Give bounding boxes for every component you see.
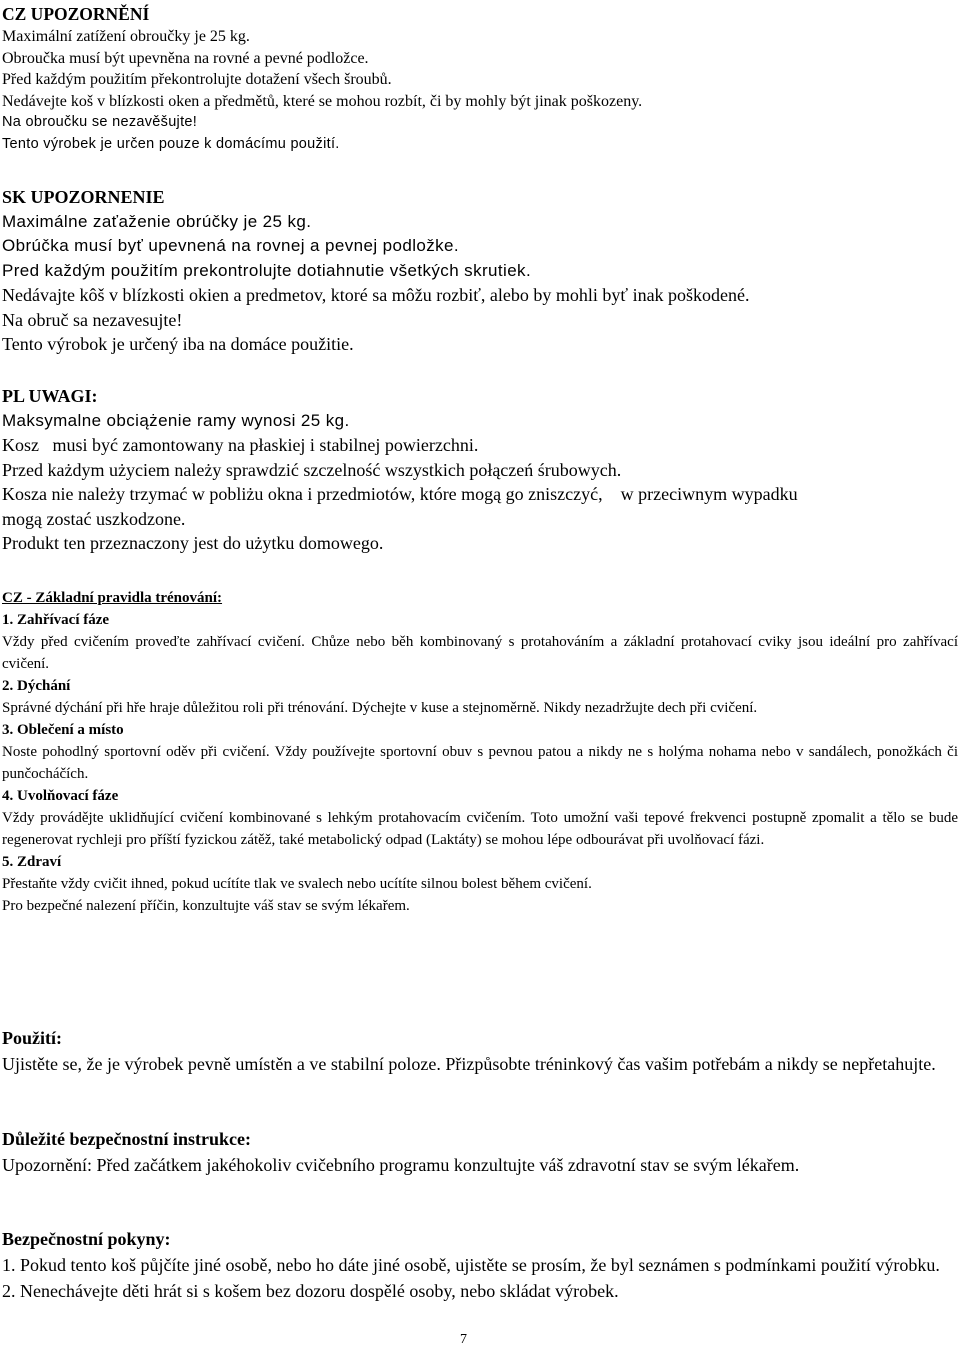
- cz-warning-line: Tento výrobek je určen pouze k domácímu použití.: [2, 135, 340, 152]
- training-subheading: 3. Oblečení a místo: [2, 722, 124, 738]
- cz-warning-line: Obroučka musí být upevněna na rovné a pevné podložce.: [2, 49, 369, 67]
- usage-title: Použití:: [2, 1028, 62, 1048]
- important-instructions-paragraph: Upozornění: Před začátkem jakéhokoliv cvičebního programu konzultujte váš zdravotní stav se svým lékařem.: [2, 1155, 800, 1175]
- sk-warning-title: SK UPOZORNENIE: [2, 187, 165, 207]
- cz-warning-line: Nedávejte koš v blízkosti oken a předmětů, které se mohou rozbít, či by mohly být jinak poškozeny.: [2, 92, 643, 110]
- training-paragraph: Správné dýchání při hře hraje důležitou roli při trénování. Dýchejte v kuse a stejnoměrně. Nikdy nezadržujte dech při cvičení.: [2, 700, 758, 716]
- sk-warning-line: Tento výrobok je určený iba na domáce použitie.: [2, 334, 354, 354]
- training-rules-title: CZ - Základní pravidla trénování:: [2, 590, 223, 606]
- pl-warning-line: Kosz musi być zamontowany na płaskiej i stabilnej powierzchni.: [2, 435, 479, 455]
- pl-warning-title: PL UWAGI:: [2, 386, 98, 406]
- training-subheading: 1. Zahřívací fáze: [2, 612, 110, 628]
- sk-warning-line: Obrúčka musí byť upevnená na rovnej a pevnej podložke.: [2, 236, 460, 255]
- important-instructions-title: Důležité bezpečnostní instrukce:: [2, 1129, 251, 1149]
- sk-warning-section: [2, 185, 958, 357]
- important-instructions-section: [2, 1126, 958, 1178]
- sk-warning-line: Na obruč sa nezavesujte!: [2, 309, 183, 330]
- sk-warning-line: Pred každým použitím prekontrolujte dotiahnutie všetkých skrutiek.: [2, 260, 532, 280]
- page-number: 7: [460, 1332, 467, 1347]
- safety-item: 1. Pokud tento koš půjčíte jiné osobě, nebo ho dáte jiné osobě, ujistěte se prosím, že byl seznámen s podmínkami použití výrobku.: [2, 1255, 940, 1275]
- training-paragraph: Vždy provádějte uklidňující cvičení kombinované s lehkým protahovacím cvičením. Toto umožní vaši tepové frekvenci postupně zpomalit a tělo se bude regenerovat rychleji pro příští fyzickou zátěž, také metabolický odpad (Laktáty) se mohou lépe odbourávat při uvolňovací fázi.: [2, 810, 958, 848]
- cz-warning-title: CZ UPOZORNĚNÍ: [2, 4, 150, 24]
- training-paragraph: Noste pohodlný sportovní oděv při cvičení. Vždy používejte sportovní obuv s pevnou patou a nikdy ne s holýma nohama nebo v sandálech, ponožkách či punčocháčích.: [2, 744, 958, 782]
- cz-warning-section: [2, 2, 958, 155]
- pl-warning-line: Maksymalne obciążenie ramy wynosi 25 kg.: [2, 410, 350, 430]
- sk-warning-line: Nedávajte kôš v blízkosti okien a predmetov, ktoré sa môžu rozbiť, alebo by mohli byť inak poškodené.: [2, 285, 750, 305]
- pl-warning-section: [2, 384, 958, 556]
- cz-warning-line: Před každým použitím překontrolujte dotažení všech šroubů.: [2, 71, 392, 88]
- pl-warning-line: Produkt ten przeznaczony jest do użytku domowego.: [2, 533, 384, 553]
- usage-section: [2, 1025, 958, 1077]
- safety-instructions-section: [2, 1226, 958, 1304]
- safety-item: 2. Nenechávejte děti hrát si s košem bez dozoru dospělé osoby, nebo skládat výrobek.: [2, 1281, 619, 1301]
- pl-warning-line: mogą zostać uszkodzone.: [2, 508, 186, 529]
- cz-warning-line: Na obroučku se nezavěšujte!: [2, 114, 198, 130]
- cz-warning-line: Maximální zatížení obroučky je 25 kg.: [2, 28, 250, 45]
- training-line: Přestaňte vždy cvičit ihned, pokud ucítíte tlak ve svalech nebo ucítíte silnou bolest během cvičení.: [2, 876, 592, 892]
- training-subheading: 4. Uvolňovací fáze: [2, 788, 119, 804]
- safety-instructions-title: Bezpečnostní pokyny:: [2, 1229, 171, 1249]
- training-line: Pro bezpečné nalezení příčin, konzultujte váš stav se svým lékařem.: [2, 898, 410, 914]
- training-rules-section: [2, 587, 958, 917]
- pl-warning-line: Kosza nie należy trzymać w pobliżu okna i przedmiotów, które mogą go zniszczyć, w przeciwnym wypadku: [2, 484, 798, 504]
- training-paragraph: Vždy před cvičením proveďte zahřívací cvičení. Chůze nebo běh kombinovaný s protahováním a základní protahovací cviky jsou ideální pro zahřívací cvičení.: [2, 634, 958, 672]
- pl-warning-line: Przed każdym użyciem należy sprawdzić szczelność wszystkich połączeń śrubowych.: [2, 459, 622, 480]
- usage-paragraph: Ujistěte se, že je výrobek pevně umístěn a ve stabilní poloze. Přizpůsobte tréninkový čas vašim potřebám a nikdy se nepřetahujte.: [2, 1054, 936, 1074]
- sk-warning-line: Maximálne zaťaženie obrúčky je 25 kg.: [2, 211, 312, 231]
- training-subheading: 5. Zdraví: [2, 854, 62, 870]
- training-subheading: 2. Dýchání: [2, 678, 71, 694]
